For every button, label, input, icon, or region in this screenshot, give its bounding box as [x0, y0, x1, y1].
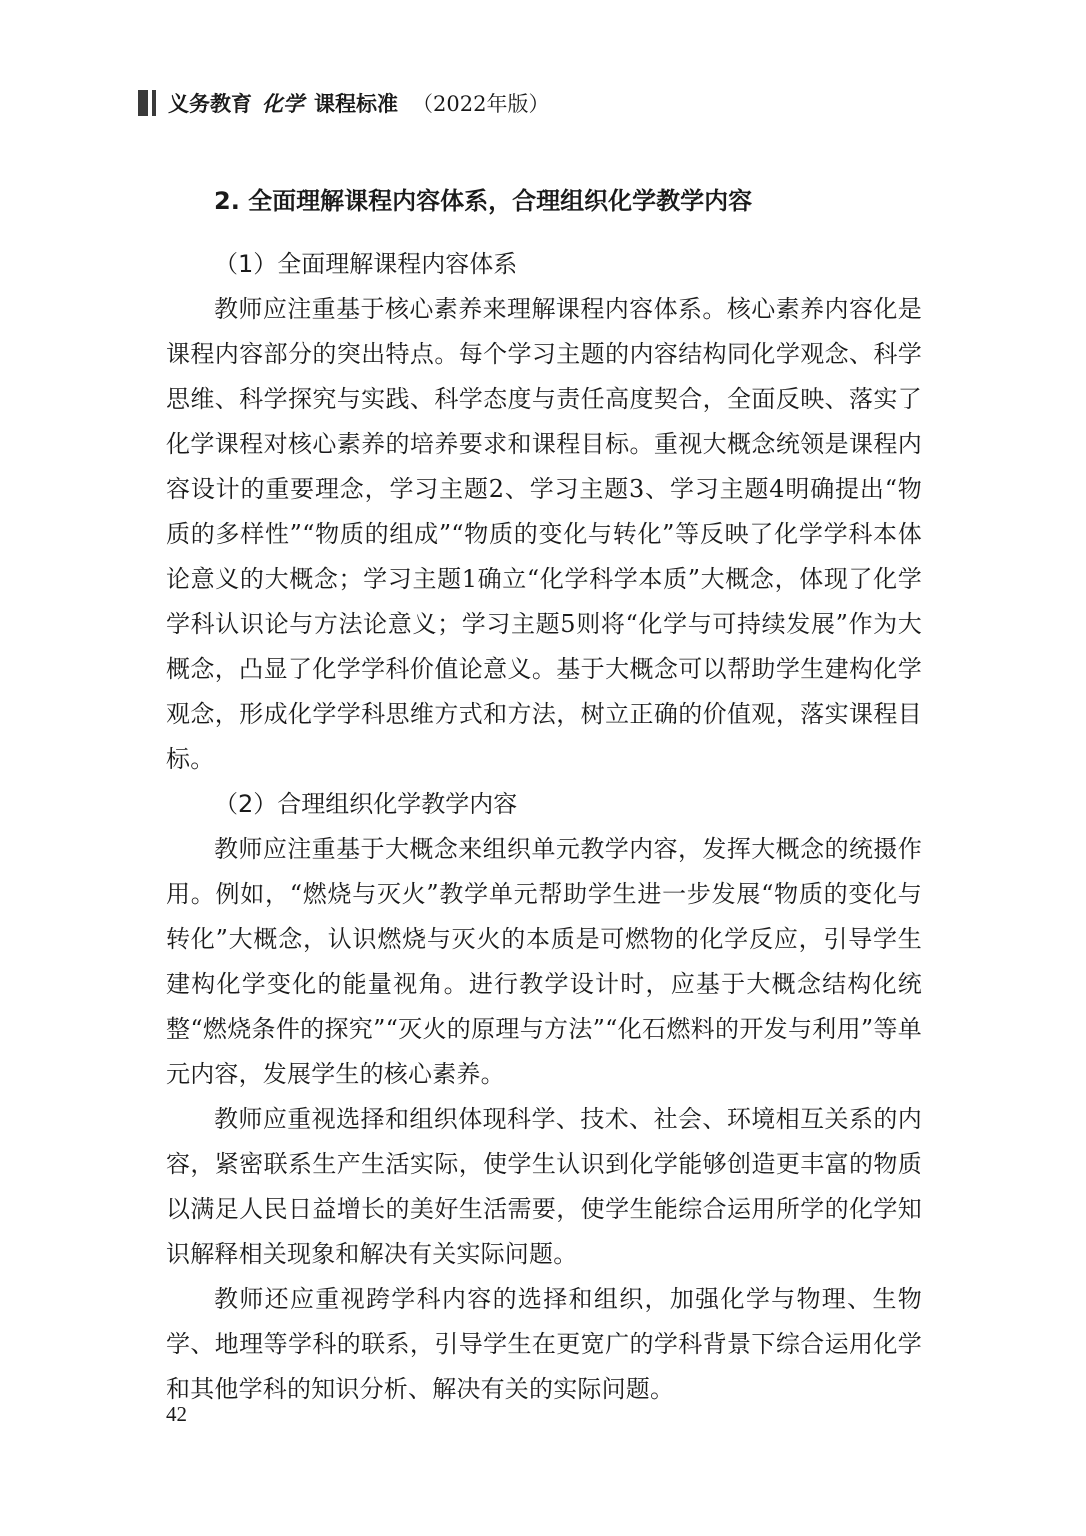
page-number: 42	[166, 1402, 187, 1426]
subsection-1-paragraph: 教师应注重基于核心素养来理解课程内容体系。核心素养内容化是课程内容部分的突出特点。每个学习主题的内容结构同化学观念、科学思维、科学探究与实践、科学态度与责任高度契合，全面反映、落实了化学课程对核心素养的培养要求和课程目标。重视大概念统领是课程内容设计的重要理念，学习主题2、学习主题3、学习主题4明确提出“物质的多样性”“物质的组成”“物质的变化与转化”等反映了化学学科本体论意义的大概念；学习主题1确立“化学科学本质”大概念，体现了化学学科认识论与方法论意义；学习主题5则将“化学与可持续发展”作为大概念，凸显了化学学科价值论意义。基于大概念可以帮助学生建构化学观念，形成化学学科思维方式和方法，树立正确的价值观，落实课程目标。	[166, 295, 922, 773]
running-head-standard: 课程标准	[314, 91, 398, 116]
running-head-subject: 化学	[262, 91, 304, 116]
subsection-1-heading: （1）全面理解课程内容体系	[214, 250, 518, 278]
subsection-2-paragraph-1: 教师应注重基于大概念来组织单元教学内容，发挥大概念的统摄作用。例如，“燃烧与灭火”教学单元帮助学生进一步发展“物质的变化与转化”大概念，认识燃烧与灭火的本质是可燃物的化学反应，引导学生建构化学变化的能量视角。进行教学设计时，应基于大概念结构化统整“燃烧条件的探究”“灭火的原理与方法”“化石燃料的开发与利用”等单元内容，发展学生的核心素养。	[166, 835, 922, 1088]
subsection-2-paragraph-2: 教师应重视选择和组织体现科学、技术、社会、环境相互关系的内容，紧密联系生产生活实际，使学生认识到化学能够创造更丰富的物质以满足人民日益增长的美好生活需要，使学生能综合运用所学的化学知识解释相关现象和解决有关实际问题。	[166, 1105, 922, 1268]
running-head-edition: （2022年版）	[412, 92, 550, 116]
page-content	[166, 176, 922, 1412]
running-head-bars-icon	[138, 90, 156, 116]
running-head	[138, 86, 549, 120]
subsection-2-heading: （2）合理组织化学教学内容	[214, 790, 518, 818]
running-head-title: 义务教育	[168, 91, 252, 116]
subsection-2-paragraph-3: 教师还应重视跨学科内容的选择和组织，加强化学与物理、生物学、地理等学科的联系，引导学生在更宽广的学科背景下综合运用化学和其他学科的知识分析、解决有关的实际问题。	[166, 1285, 922, 1403]
section-title: 2. 全面理解课程内容体系，合理组织化学教学内容	[214, 187, 753, 215]
